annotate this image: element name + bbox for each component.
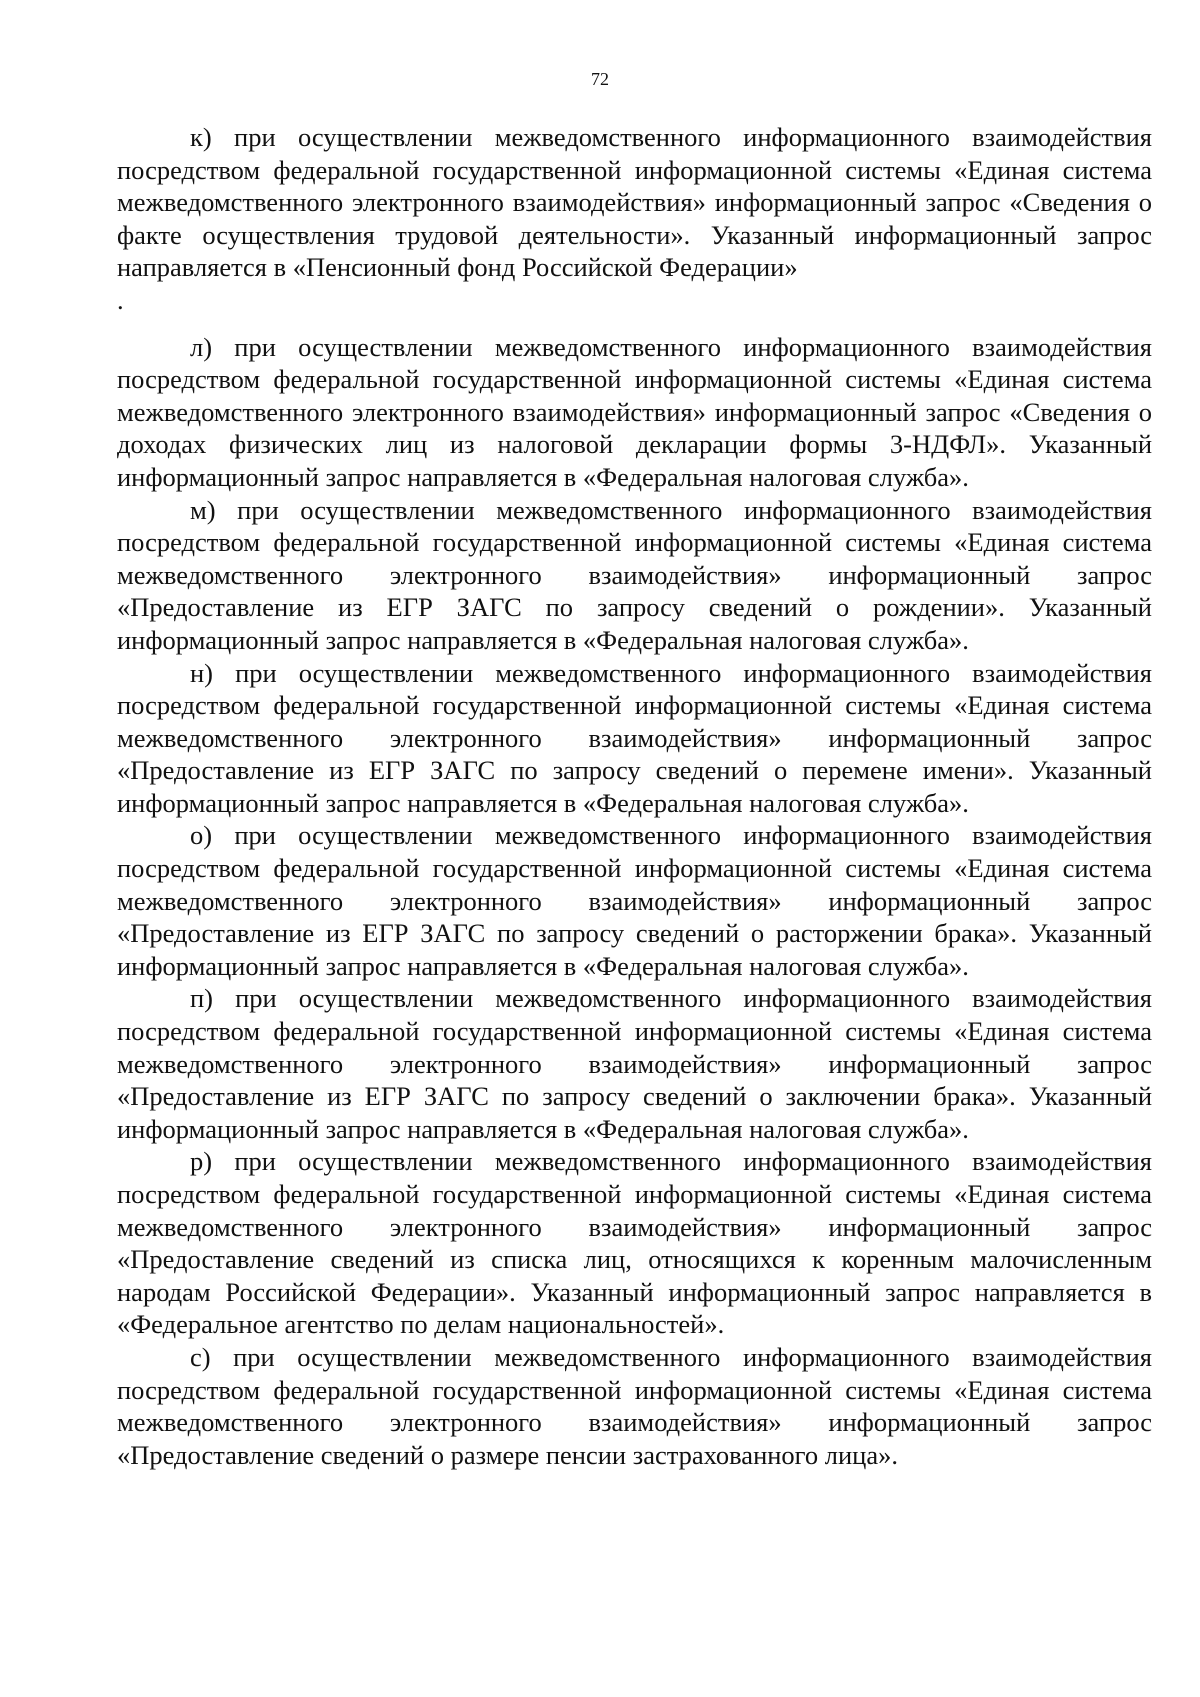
document-body bbox=[117, 121, 1152, 1471]
paragraph-s: с) при осуществлении межведомственного информационного взаимодействия посредством федеральной государственной информационной системы «Единая система межведомственного электронного взаимодействия» информационный запрос «Предоставление сведений о размере пенсии застрахованного лица». bbox=[117, 1341, 1152, 1470]
page-number: 72 bbox=[591, 69, 609, 89]
stray-period: . bbox=[117, 284, 124, 315]
paragraph-n: н) при осуществлении межведомственного информационного взаимодействия посредством федеральной государственной информационной системы «Единая система межведомственного электронного взаимодействия» информационный запрос «Предоставление из ЕГР ЗАГС по запросу сведений о перемене имени». Указанный информационный запрос направляется в «Федеральная налоговая служба». bbox=[117, 657, 1152, 818]
paragraph-k: к) при осуществлении межведомственного информационного взаимодействия посредством федеральной государственной информационной системы «Единая система межведомственного электронного взаимодействия» информационный запрос «Сведения о факте осуществления трудовой деятельности». Указанный информационный запрос направляется в «Пенсионный фонд Российской Федерации» bbox=[117, 122, 1152, 283]
paragraph-o: о) при осуществлении межведомственного информационного взаимодействия посредством федеральной государственной информационной системы «Единая система межведомственного электронного взаимодействия» информационный запрос «Предоставление из ЕГР ЗАГС по запросу сведений о расторжении брака». Указанный информационный запрос направляется в «Федеральная налоговая служба». bbox=[117, 820, 1152, 981]
paragraph-r: р) при осуществлении межведомственного информационного взаимодействия посредством федеральной государственной информационной системы «Единая система межведомственного электронного взаимодействия» информационный запрос «Предоставление сведений из списка лиц, относящихся к коренным малочисленным народам Российской Федерации». Указанный информационный запрос направляется в «Федеральное агентство по делам национальностей». bbox=[117, 1146, 1152, 1340]
paragraph-l: л) при осуществлении межведомственного информационного взаимодействия посредством федеральной государственной информационной системы «Единая система межведомственного электронного взаимодействия» информационный запрос «Сведения о доходах физических лиц из налоговой декларации формы 3-НДФЛ». Указанный информационный запрос направляется в «Федеральная налоговая служба». bbox=[117, 331, 1152, 492]
paragraph-m: м) при осуществлении межведомственного информационного взаимодействия посредством федеральной государственной информационной системы «Единая система межведомственного электронного взаимодействия» информационный запрос «Предоставление из ЕГР ЗАГС по запросу сведений о рождении». Указанный информационный запрос направляется в «Федеральная налоговая служба». bbox=[117, 494, 1152, 655]
paragraph-p: п) при осуществлении межведомственного информационного взаимодействия посредством федеральной государственной информационной системы «Единая система межведомственного электронного взаимодействия» информационный запрос «Предоставление из ЕГР ЗАГС по запросу сведений о заключении брака». Указанный информационный запрос направляется в «Федеральная налоговая служба». bbox=[117, 983, 1152, 1144]
